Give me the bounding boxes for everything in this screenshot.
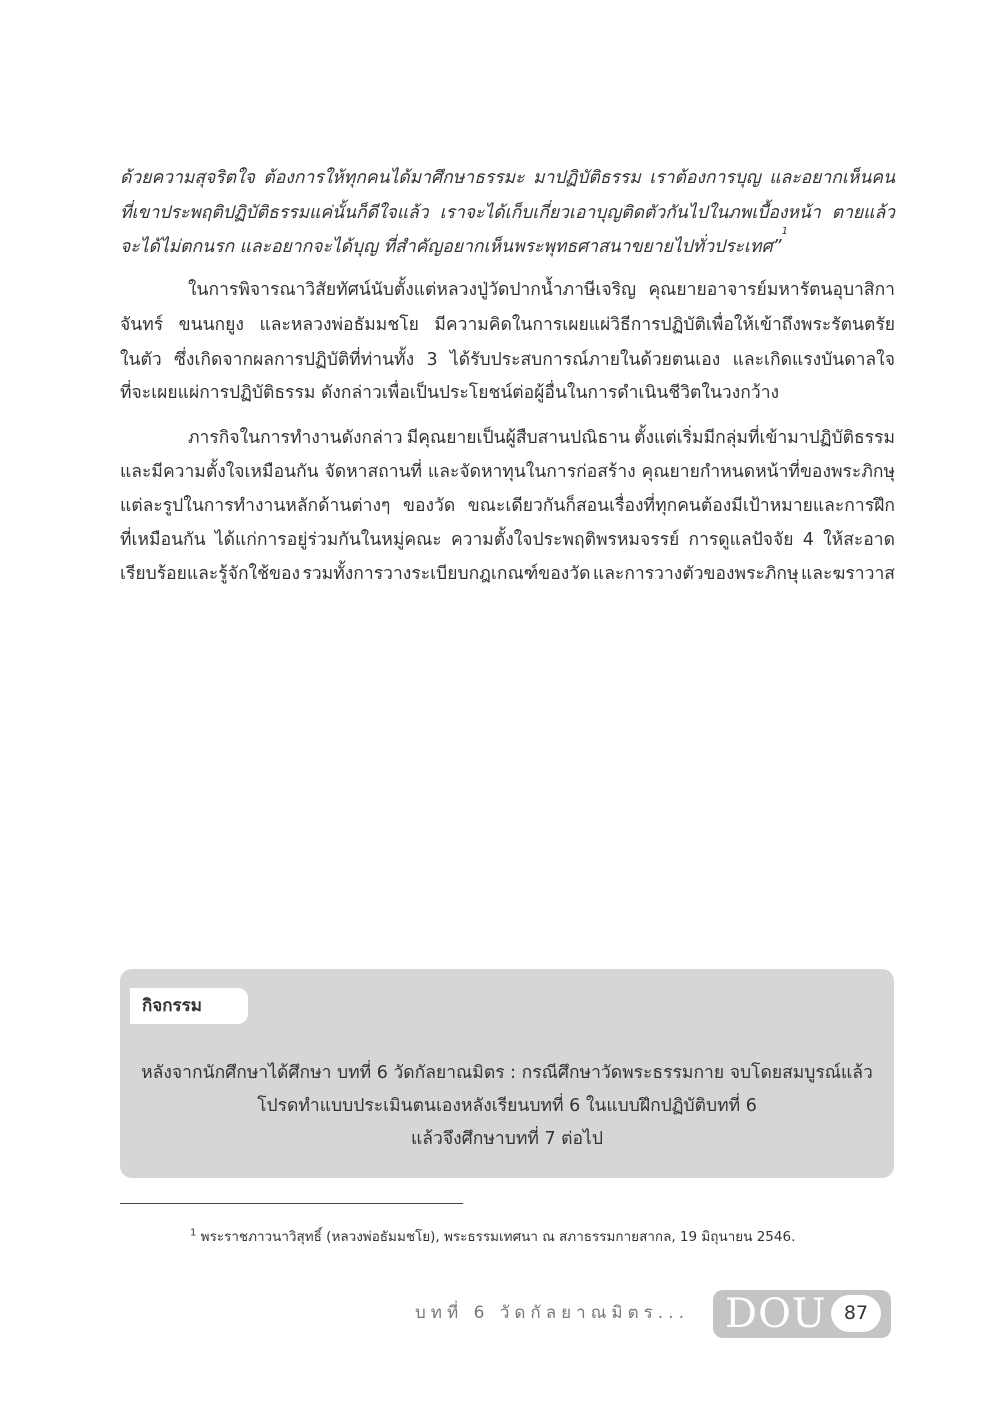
quote-line-1: ด้วยความสุจริตใจ ต้องการให้ทุกคนได้มาศึกษาธรรมะ มาปฏิบัติธรรม เราต้องการบุญ และอยากเห็นคน (120, 168, 895, 188)
footnote-text: พระราชภาวนาวิสุทธิ์ (หลวงพ่อธัมมชโย), พระธรรมเทศนา ณ สภาธรรมกายสากล, 19 มิถุนายน 2546. (200, 1229, 796, 1245)
paragraph1-line-4: ที่จะเผยแผ่การปฏิบัติธรรม ดังกล่าวเพื่อเป็นประโยชน์ต่อผู้อื่นในการดำเนินชีวิตในวงกว้าง (120, 383, 780, 403)
paragraph2-line-5: เรียบร้อยและรู้จักใช้ของ รวมทั้งการวางระเบียบกฎเกณฑ์ของวัด และการวางตัวของพระภิกษุ และฆราวาส (120, 564, 895, 584)
paragraph1-line-2: จันทร์ ขนนกยูง และหลวงพ่อธัมมชโย มีความคิดในการเผยแผ่วิธีการปฏิบัติเพื่อให้เข้าถึงพระรัตนตรัย (120, 315, 895, 335)
paragraph1-line-3: ในตัว ซึ่งเกิดจากผลการปฏิบัติที่ท่านทั้ง 3 ได้รับประสบการณ์ภายในด้วยตนเอง และเกิดแรงบันดาลใจ (120, 350, 895, 370)
activity-line-3: แล้วจึงศึกษาบทที่ 7 ต่อไป (411, 1129, 603, 1149)
activity-label: กิจกรรม (130, 988, 248, 1024)
quote-line-3-text: จะได้ไม่ตกนรก และอยากจะได้บุญ ที่สำคัญอยากเห็นพระพุทธศาสนาขยายไปทั่วประเทศ” (120, 237, 782, 257)
paragraph1-line-1: ในการพิจารณาวิสัยทัศน์นับตั้งแต่หลวงปู่วัดปากน้ำภาษีเจริญ คุณยายอาจารย์มหารัตนอุบาสิกา (188, 280, 895, 300)
footnote-marker: 1 (781, 226, 788, 237)
footnote (190, 1226, 795, 1248)
paragraph2-line-4: ที่เหมือนกัน ได้แก่การอยู่ร่วมกันในหมู่คณะ ความตั้งใจประพฤติพรหมจรรย์ การดูแลปัจจัย 4 ให้สะอาด (120, 530, 895, 550)
dou-logo: DOU (725, 1291, 827, 1337)
quote-line-2: ที่เขาประพฤติปฏิบัติธรรมแค่นั้นก็ดีใจแล้ว เราจะได้เก็บเกี่ยวเอาบุญติดตัวกันไปในภพเบื้องหน้า ตายแล้ว (120, 203, 895, 223)
activity-line-1: หลังจากนักศึกษาได้ศึกษา บทที่ 6 วัดกัลยาณมิตร : กรณีศึกษาวัดพระธรรมกาย จบโดยสมบูรณ์แล้ว (141, 1063, 873, 1083)
activity-line-2: โปรดทำแบบประเมินตนเองหลังเรียนบทที่ 6 ในแบบฝึกปฏิบัติบทที่ 6 (257, 1096, 757, 1116)
running-footer-title: บทที่ 6 วัดกัลยาณมิตร... (415, 1303, 689, 1323)
paragraph2-line-1: ภารกิจในการทำงานดังกล่าว มีคุณยายเป็นผู้สืบสานปณิธาน ตั้งแต่เริ่มมีกลุ่มที่เข้ามาปฏิบัติธรรม (188, 428, 895, 448)
quote-line-3 (120, 226, 895, 262)
page-number: 87 (831, 1295, 881, 1332)
footnote-rule (120, 1203, 463, 1204)
footnote-number: 1 (190, 1227, 197, 1239)
activity-box (120, 969, 894, 1178)
dou-badge (713, 1290, 891, 1338)
paragraph2-line-3: แต่ละรูปในการทำงานหลักด้านต่างๆ ของวัด ขณะเดียวกันก็สอนเรื่องที่ทุกคนต้องมีเป้าหมายและการฝึก (120, 496, 895, 516)
paragraph2-line-2: และมีความตั้งใจเหมือนกัน จัดหาสถานที่ และจัดหาทุนในการก่อสร้าง คุณยายกำหนดหน้าที่ของพระภิกษุ (120, 462, 895, 482)
